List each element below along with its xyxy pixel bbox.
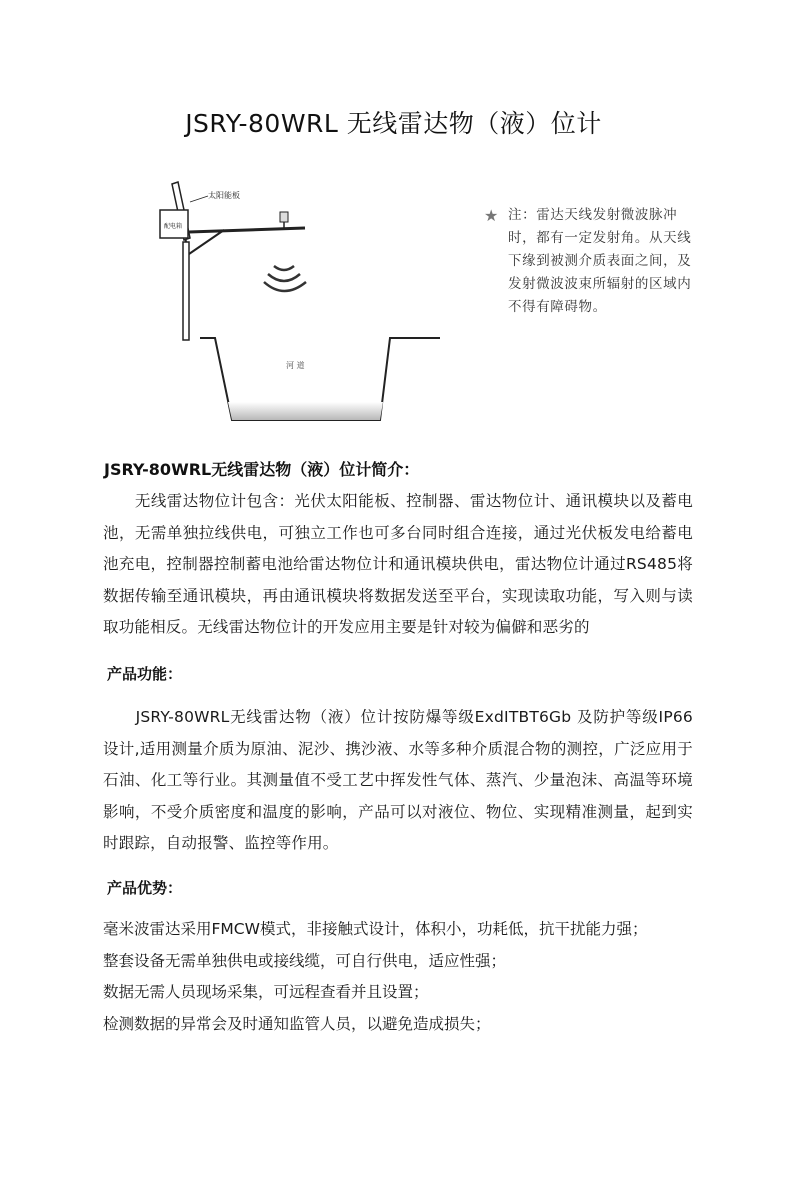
support-arm bbox=[189, 228, 305, 232]
river-water bbox=[228, 402, 383, 420]
advantages-list bbox=[103, 914, 703, 1040]
list-item: 数据无需人员现场采集，可远程查看并且设置； bbox=[103, 983, 429, 1001]
function-paragraph: JSRY-80WRL无线雷达物（液）位计按防爆等级ExdITBT6Gb 及防护等级IP66 设计,适用测量介质为原油、泥沙、携沙液、水等多种介质混合物的测控，广泛应用于石油、化工等行业。其测量值不受工艺中挥发性气体、蒸汽、少量泡沫、高温等环境影响，不受介质密度和温度的影响，产品可以对液位、物位、实现精准测量，起到实时跟踪，自动报警、监控等作用。 bbox=[103, 708, 693, 852]
installation-diagram bbox=[140, 180, 490, 440]
note-block bbox=[484, 204, 694, 319]
radar-wave-2 bbox=[268, 274, 300, 281]
page-title: JSRY-80WRL 无线雷达物（液）位计 bbox=[185, 109, 602, 138]
advantages-heading: 产品优势： bbox=[107, 879, 183, 897]
radar-wave-1 bbox=[274, 266, 294, 270]
intro-paragraph: 无线雷达物位计包含：光伏太阳能板、控制器、雷达物位计、通讯模块以及蓄电池，无需单独拉线供电，可独立工作也可多台同时组合连接，通过光伏板发电给蓄电池充电，控制器控制蓄电池给雷达物位计和通讯模块供电，雷达物位计通过RS485将数据传输至通讯模块，再由通讯模块将数据发送至平台，实现读取功能，写入则与读取功能相反。无线雷达物位计的开发应用主要是针对较为偏僻和恶劣的 bbox=[103, 492, 693, 636]
list-item: 检测数据的异常会及时通知监管人员，以避免造成损失； bbox=[103, 1014, 491, 1033]
intro-heading: JSRY-80WRL无线雷达物（液）位计简介： bbox=[104, 460, 420, 479]
river-label: 河 道 bbox=[286, 361, 305, 370]
list-item: 整套设备无需单独供电或接线缆，可自行供电，适应性强； bbox=[103, 951, 507, 970]
list-item: 毫米波雷达采用FMCW模式，非接触式设计，体积小，功耗低，抗干扰能力强； bbox=[103, 920, 648, 938]
star-icon: ★ bbox=[484, 206, 499, 225]
function-heading: 产品功能： bbox=[107, 665, 183, 683]
note-text: 注：雷达天线发射微波脉冲时，都有一定发射角。从天线下缘到被测介质表面之间，及发射微波波束所辐射的区域内不得有障碍物。 bbox=[508, 207, 692, 315]
radar-sensor bbox=[280, 212, 288, 222]
solar-panel-label: 太阳能板 bbox=[208, 191, 240, 200]
control-box-label: 配电箱 bbox=[164, 223, 183, 230]
radar-wave-3 bbox=[264, 282, 306, 291]
pole bbox=[183, 242, 189, 340]
